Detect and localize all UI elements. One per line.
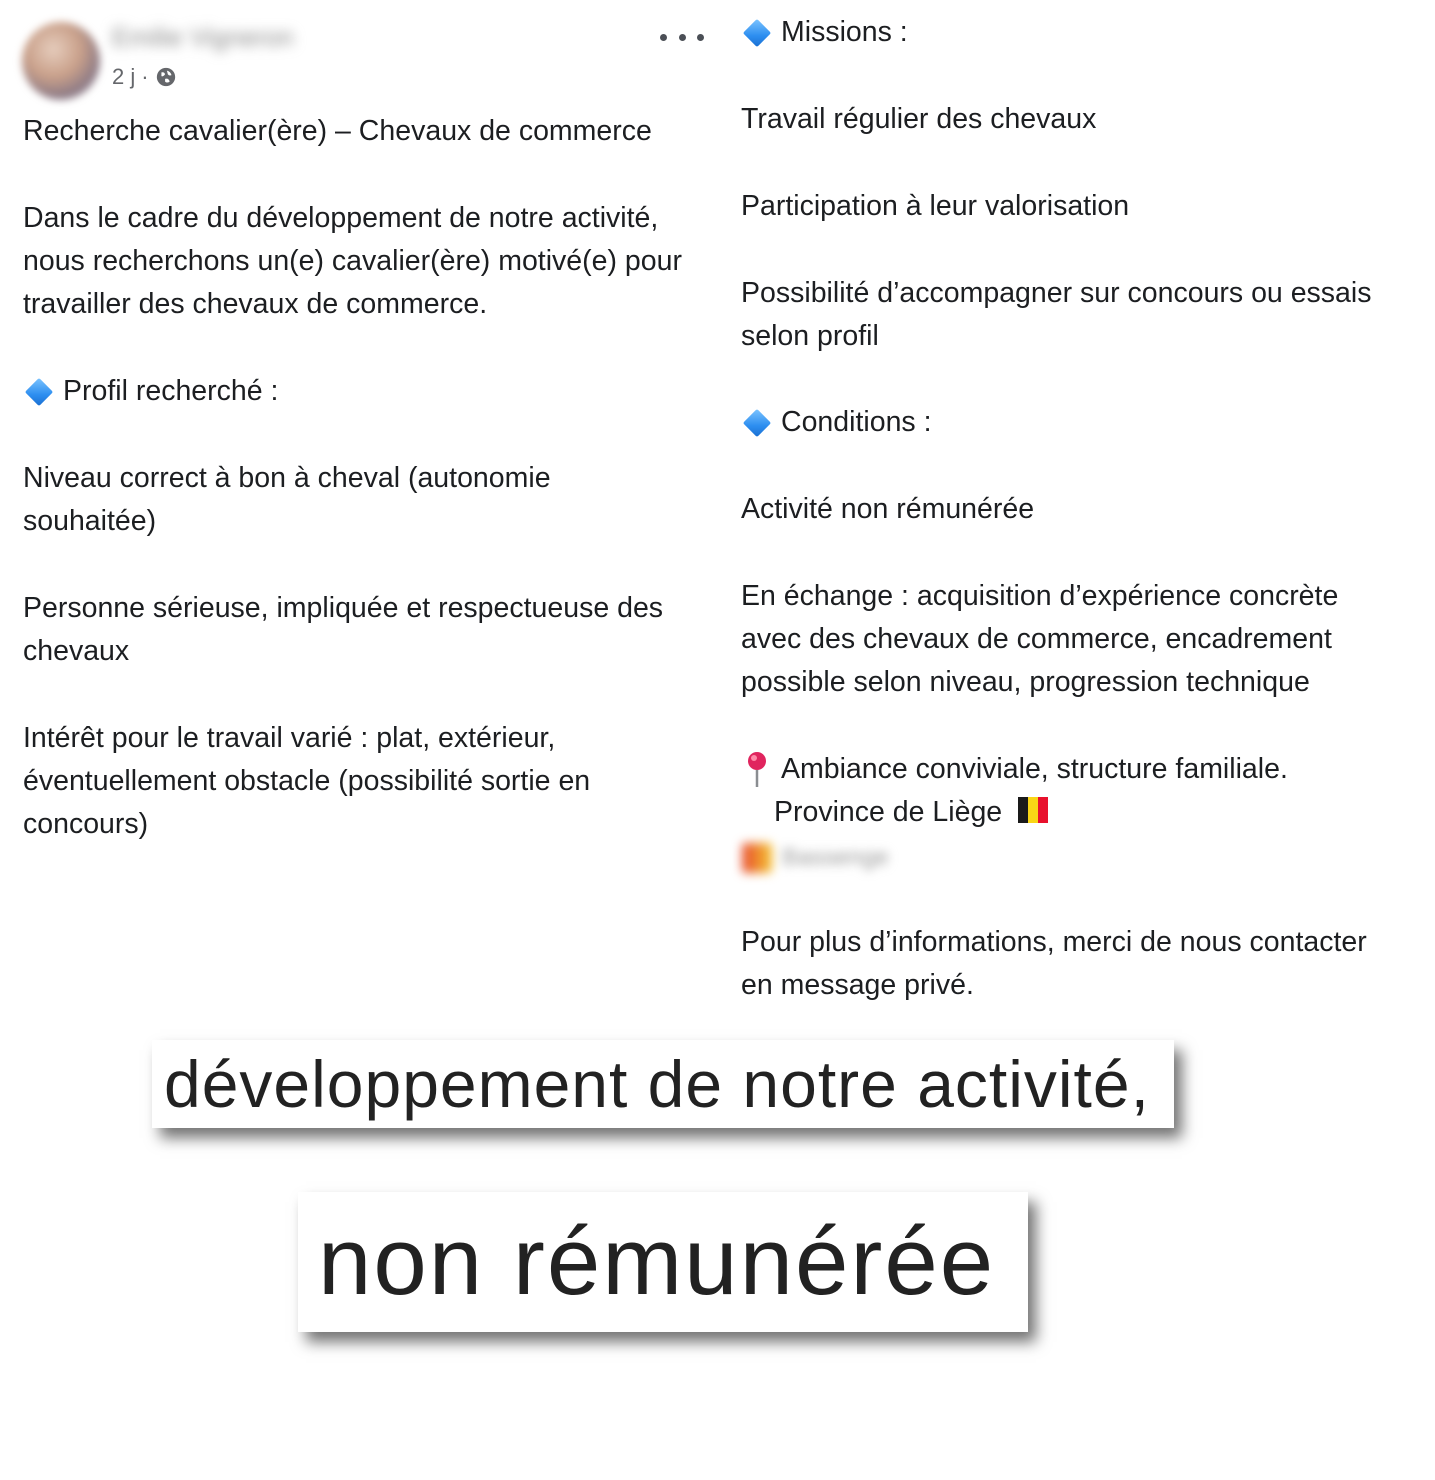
condition-item-line: possible selon niveau, progression technique: [741, 666, 1310, 698]
mission-item: [741, 98, 1096, 141]
profil-item: [23, 717, 590, 846]
more-options-dot: [697, 34, 704, 41]
mission-item-line: Possibilité d’accompagner sur concours ou essais: [741, 277, 1372, 309]
profil-item-line: souhaitée): [23, 505, 157, 537]
condition-item: [741, 488, 1034, 531]
author-avatar[interactable]: [22, 22, 100, 100]
mission-item: [741, 272, 1371, 358]
location-text: Ambiance conviviale, structure familiale.: [781, 753, 1288, 785]
map-pin-icon: [745, 751, 769, 789]
meta-separator: ·: [141, 64, 149, 89]
profil-item: [23, 457, 551, 543]
mission-item-line: selon profil: [741, 320, 879, 352]
location-block: [741, 748, 1288, 834]
blurred-location-tag[interactable]: [742, 840, 922, 876]
zoom-callout-unpaid: [298, 1192, 1028, 1332]
condition-item: [741, 575, 1338, 704]
profil-item: [23, 587, 663, 673]
more-options-dot: [679, 34, 686, 41]
blue-diamond-icon: [25, 377, 53, 405]
intro-line: travailler des chevaux de commerce.: [23, 288, 488, 320]
zoom-text-unpaid: non rémunérée: [318, 1208, 996, 1315]
conditions-heading-text: Conditions :: [781, 406, 932, 438]
condition-item-line: En échange : acquisition d’expérience concrète: [741, 580, 1339, 612]
more-options-icon: [660, 34, 667, 41]
missions-heading: [741, 11, 908, 54]
zoom-callout-development: [152, 1040, 1174, 1128]
post-time[interactable]: 2 j: [112, 64, 136, 89]
province-text: Province de Liège: [774, 796, 1003, 828]
mission-item-line: Participation à leur valorisation: [741, 190, 1130, 222]
blue-diamond-icon: [743, 408, 771, 436]
missions-heading-text: Missions :: [781, 16, 908, 48]
profil-item-line: concours): [23, 808, 149, 840]
contact-line: Pour plus d’informations, merci de nous contacter: [741, 926, 1367, 958]
intro-line: Dans le cadre du développement de notre activité,: [23, 202, 659, 234]
intro-line: nous recherchons un(e) cavalier(ère) motivé(e) pour: [23, 245, 682, 277]
profil-heading-text: Profil recherché :: [63, 375, 279, 407]
belgium-flag-icon: [1018, 795, 1048, 825]
conditions-heading: [741, 401, 932, 444]
blurred-tag-text: Bassenge: [782, 844, 889, 871]
mission-item-line: Travail régulier des chevaux: [741, 103, 1097, 135]
author-name[interactable]: Emilie Vigneron: [112, 22, 294, 52]
profil-item-line: Personne sérieuse, impliquée et respectueuse des: [23, 592, 664, 624]
globe-icon: [155, 66, 177, 88]
profil-item-line: Intérêt pour le travail varié : plat, extérieur,: [23, 722, 556, 754]
blue-diamond-icon: [743, 18, 771, 46]
profil-item-line: Niveau correct à bon à cheval (autonomie: [23, 462, 551, 494]
profil-item-line: chevaux: [23, 635, 130, 667]
profil-heading: [23, 370, 278, 413]
zoom-text-development: développement de notre activité,: [164, 1047, 1150, 1121]
profil-item-line: éventuellement obstacle (possibilité sortie en: [23, 765, 591, 797]
province-line: [741, 791, 1288, 834]
contact-paragraph: [741, 921, 1367, 1007]
post-title: Recherche cavalier(ère) – Chevaux de commerce: [23, 115, 652, 147]
mission-item: [741, 185, 1129, 228]
more-options-button[interactable]: [660, 22, 704, 52]
condition-item-line: avec des chevaux de commerce, encadrement: [741, 623, 1332, 655]
post-left-column: [0, 0, 720, 880]
post-meta: [112, 64, 177, 90]
condition-item-line: Activité non rémunérée: [741, 493, 1035, 525]
intro-paragraph: [23, 197, 682, 326]
contact-line: en message privé.: [741, 969, 974, 1001]
tag-flag-icon: [742, 843, 772, 873]
location-line: [741, 748, 1288, 791]
